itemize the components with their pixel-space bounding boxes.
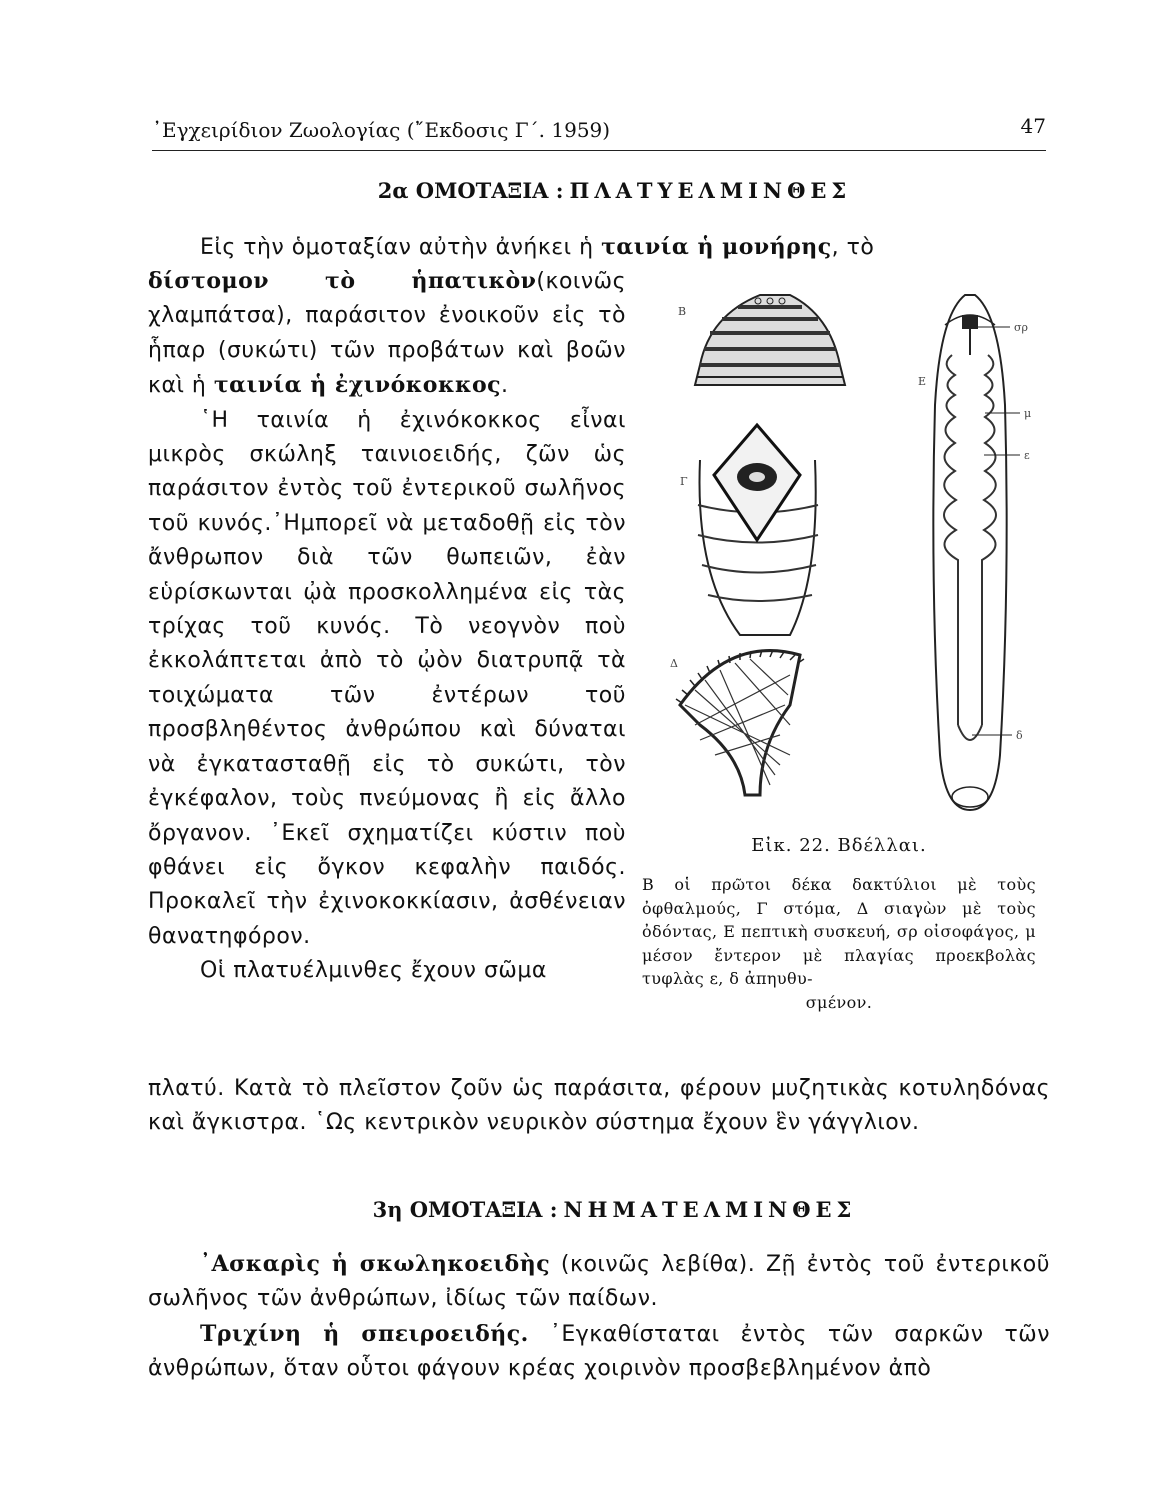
paragraph-ascaris: ᾿Ασκαρὶς ἡ σκωληκοειδὴς (κοινῶς λεβίθα). Ζῇ ἐντὸς τοῦ ἐντερικοῦ σωλῆνος τῶν ἀνθρώπων, ἰδίως τῶν παίδων.	[148, 1251, 1050, 1312]
section-title: ΠΛΑΤΥΕΛΜΙΝΘΕΣ	[569, 178, 852, 203]
figure-caption-body: Β οἱ πρῶτοι δέκα δακτύλιοι μὲ τοὺς ὀφθαλμούς, Γ στόμα, Δ σιαγὼν μὲ τοὺς ὀδόντας, Ε πεπτικὴ συσκευή, σρ οἰσοφάγος, μ μέσον ἔντερον μὲ πλαγίας προεκβολὰς τυφλὰς ε, δ ἀπηυθυ- σμένον.	[642, 875, 1036, 1012]
section3-body	[148, 1247, 1050, 1387]
pointer-label-caeca: ε	[1024, 449, 1030, 462]
narrow-column	[148, 264, 626, 1054]
term-taenia-solium: ταινία ἡ μονήρης	[601, 234, 832, 260]
label-b: Β	[678, 305, 687, 318]
section-title: ΝΗΜΑΤΕΛΜΙΝΘΕΣ	[563, 1197, 857, 1222]
figure-panel-e	[918, 295, 1031, 810]
figure-panel-b	[678, 295, 845, 385]
pointer-label-midgut: μ	[1024, 407, 1032, 420]
figure-panel-g	[680, 425, 818, 635]
section-heading-platyhelminthes	[30, 178, 1169, 203]
running-header	[152, 114, 1046, 151]
pointer-label-oesophagus: σρ	[1014, 321, 1028, 334]
term-trichinella: Τριχίνη ἡ σπειροειδής.	[200, 1320, 529, 1347]
paragraph-platyhelminthes-end: πλατύ. Κατὰ τὸ πλεῖστον ζοῦν ὡς παράσιτα, φέρουν μυζητικὰς κοτυληδόνας καὶ ἄγκιστρα. ῾Ως κεντρικὸν νευρικὸν σύστημα ἔχουν ἓν γάγγλιον.	[148, 1076, 1050, 1136]
running-title: ᾿Εγχειρίδιον Ζωολογίας (῎Εκδοσις Γ΄. 1959)	[152, 118, 611, 142]
section-heading-nematodes	[30, 1197, 1169, 1222]
figure-caption-title: Εἰκ. 22. Βδέλλαι.	[751, 835, 927, 856]
label-g: Γ	[680, 475, 688, 488]
section2-intro	[148, 230, 1050, 265]
paragraph-echinococcus: ῾Η ταινία ἡ ἐχινόκοκκος εἶναι μικρὸς σκώληξ ταινιοειδής, ζῶν ὡς παράσιτον ἐντὸς τοῦ ἐντερικοῦ σωλῆνος τοῦ κυνός.᾿Ημπορεῖ νὰ μεταδοθῇ εἰς τὸν ἄνθρωπον διὰ τῶν θωπειῶν, ἐὰν εὑρίσκωνται ᾠὰ προσκολλημένα εἰς τὰς τρίχας τοῦ κυνός. Τὸ νεογνὸν ποὺ ἐκκολάπτεται ἀπὸ τὸ ᾠὸν διατρυπᾷ τὰ τοιχώματα τῶν ἐντέρων τοῦ προσβληθέντος ἀνθρώπου καὶ δύναται νὰ ἐγκατασταθῇ εἰς τὸ συκώτι, τὸν ἐγκέφαλον, τοὺς πνεύμονας ἢ εἰς ἄλλο ὄργανον. ᾿Εκεῖ σχηματίζει κύστιν ποὺ φθάνει εἰς ὄγκον κεφαλὴν παιδός. Προκαλεῖ τὴν ἐχινοκοκκίασιν, ἀσθένειαν θανατηφόρον.	[148, 407, 626, 949]
label-e: Ε	[918, 375, 927, 388]
section-number: 2α ΟΜΟΤΑΞΙΑ :	[377, 178, 564, 203]
figure-panel-d	[670, 650, 804, 795]
paragraph-platyhelminthes-start: Οἱ πλατυέλμινθες ἔχουν σῶμα	[200, 958, 547, 984]
leech-figure	[640, 285, 1040, 845]
paragraph-intro-continued: δίστομον τὸ ἡπατικὸν(κοινῶς χλαμπάτσα), παράσιτον ἐνοικοῦν εἰς τὸ ἧπαρ (συκώτι) τῶν προβάτων καὶ βοῶν καὶ ἡ ταινία ἡ ἐχινόκοκκος.	[148, 268, 626, 399]
paragraph-intro: Εἰς τὴν ὁμοταξίαν αὐτὴν ἀνήκει ἡ ταινία ἡ μονήρης, τὸ	[200, 234, 875, 260]
label-d: Δ	[670, 657, 678, 670]
paragraph-trichinella: Τριχίνη ἡ σπειροειδής. ᾿Εγκαθίσταται ἐντὸς τῶν σαρκῶν τῶν ἀνθρώπων, ὅταν οὗτοι φάγουν κρέας χοιρινὸν προσβεβλημένον ἀπὸ	[148, 1320, 1050, 1382]
term-ascaris: ᾿Ασκαρὶς ἡ σκωληκοειδὴς	[200, 1251, 551, 1277]
section-number: 3η ΟΜΟΤΑΞΙΑ :	[372, 1197, 558, 1222]
term-echinococcus: ταινία ἡ ἐχινόκοκκος	[213, 372, 502, 399]
term-liver-fluke: δίστομον τὸ ἡπατικὸν	[148, 268, 537, 294]
pointer-label-rectum: δ	[1016, 729, 1023, 742]
page-number: 47	[1020, 114, 1046, 138]
